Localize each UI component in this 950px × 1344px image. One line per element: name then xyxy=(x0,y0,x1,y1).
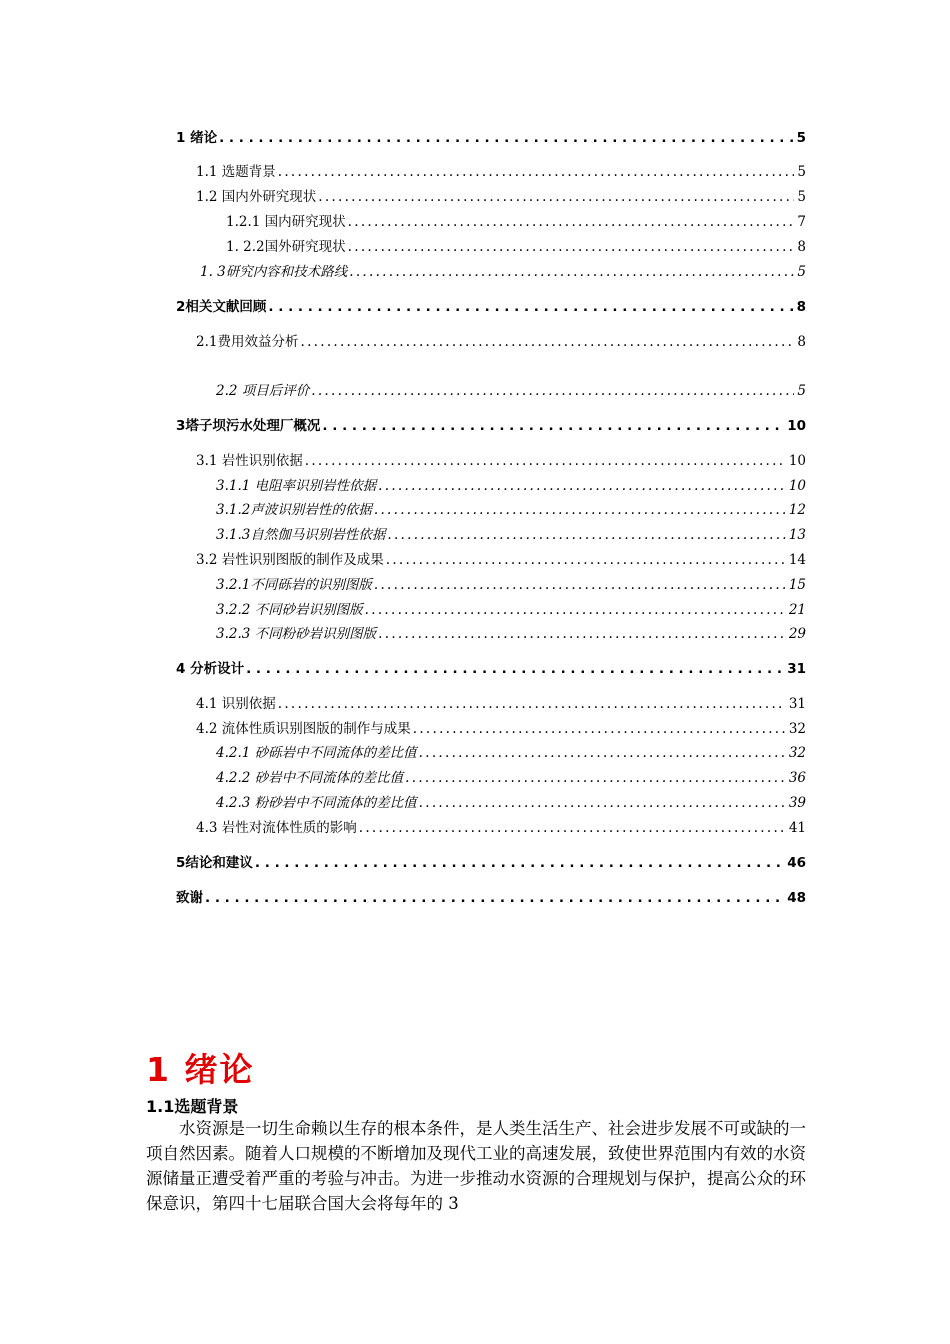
toc-entry-page: 10 xyxy=(788,478,806,494)
toc-leader xyxy=(255,855,784,871)
toc-entry[interactable] xyxy=(176,126,806,150)
toc-entry-title: 4.2.2 砂岩中不同流体的差比值 xyxy=(216,770,404,786)
toc-entry-title: 3.2.2 不同砂岩识别图版 xyxy=(216,602,363,618)
toc-entry-page: 8 xyxy=(797,334,806,350)
section-heading: 1.1选题背景 xyxy=(146,1097,239,1116)
toc-leader xyxy=(413,721,786,737)
toc-entry-title: 3.2.1不同砾岩的识别图版 xyxy=(216,577,372,593)
toc-entry-title: 1.2 国内外研究现状 xyxy=(196,189,317,205)
toc-leader xyxy=(374,502,786,518)
toc-entry-page: 31 xyxy=(788,696,806,712)
toc-entry[interactable] xyxy=(216,523,806,547)
toc-entry-page: 5 xyxy=(797,264,806,280)
toc-entry[interactable] xyxy=(196,185,806,209)
toc-entry-page: 5 xyxy=(797,164,806,180)
toc-entry-page: 29 xyxy=(788,626,806,642)
toc-entry[interactable] xyxy=(196,816,806,840)
toc-leader xyxy=(378,626,786,642)
toc-entry-page: 13 xyxy=(788,527,806,543)
toc-entry-page: 39 xyxy=(788,795,806,811)
toc-entry[interactable] xyxy=(196,548,806,572)
toc-entry-title: 1. 3研究内容和技术路线 xyxy=(200,264,348,280)
toc-leader xyxy=(349,264,794,280)
toc-entry[interactable] xyxy=(176,414,806,438)
toc-entry-title: 3.2.3 不同粉砂岩识别图版 xyxy=(216,626,377,642)
body-paragraph: 水资源是一切生命赖以生存的根本条件，是人类生活生产、社会进步发展不可或缺的一项自然因素。随着人口规模的不断增加及现代工业的高速发展，致使世界范围内有效的水资源储量正遭受着严重的考验与冲击。为进一步推动水资源的合理规划与保护，提高公众的环保意识，第四十七届联合国大会将每年的 3 xyxy=(146,1119,806,1213)
toc-entry-title: 4.3 岩性对流体性质的影响 xyxy=(196,820,357,836)
toc-entry-title: 5结论和建议 xyxy=(176,855,253,871)
toc-leader xyxy=(246,661,784,677)
toc-entry[interactable] xyxy=(216,498,806,522)
toc-entry-page: 5 xyxy=(797,189,806,205)
toc-entry-page: 41 xyxy=(788,820,806,836)
toc-entry-title: 3.1 岩性识别依据 xyxy=(196,453,303,469)
toc-entry-page: 48 xyxy=(787,890,806,906)
toc-leader xyxy=(322,418,784,434)
toc-entry-title: 2相关文献回顾 xyxy=(176,299,267,315)
toc-entry-page: 32 xyxy=(788,721,806,737)
toc-entry-page: 14 xyxy=(788,552,806,568)
toc-entry-page: 5 xyxy=(796,130,806,146)
toc-entry-title: 4.2.3 粉砂岩中不同流体的差比值 xyxy=(216,795,417,811)
toc-leader xyxy=(278,164,795,180)
toc-entry-title: 3.1.3自然伽马识别岩性依据 xyxy=(216,527,386,543)
toc-entry-page: 10 xyxy=(787,418,806,434)
toc-entry[interactable] xyxy=(176,295,806,319)
toc-leader xyxy=(419,745,786,761)
toc-entry-title: 1. 2.2国外研究现状 xyxy=(226,239,346,255)
toc-leader xyxy=(348,239,795,255)
toc-entry[interactable] xyxy=(216,379,806,403)
toc-entry[interactable] xyxy=(200,260,806,284)
toc-entry-title: 4.1 识别依据 xyxy=(196,696,276,712)
toc-entry[interactable] xyxy=(216,598,806,622)
toc-entry[interactable] xyxy=(196,330,806,354)
toc-leader xyxy=(268,299,793,315)
toc-entry[interactable] xyxy=(226,210,806,234)
toc-entry-title: 1.2.1 国内研究现状 xyxy=(226,214,346,230)
toc-entry-page: 12 xyxy=(788,502,806,518)
toc-entry[interactable] xyxy=(176,851,806,875)
toc-entry[interactable] xyxy=(226,235,806,259)
toc-entry-title: 1 绪论 xyxy=(176,130,218,146)
toc-leader xyxy=(311,383,794,399)
toc-leader xyxy=(365,602,786,618)
toc-leader xyxy=(318,189,794,205)
toc-entry-title: 4.2 流体性质识别图版的制作与成果 xyxy=(196,721,411,737)
toc-entry-title: 4.2.1 砂砾岩中不同流体的差比值 xyxy=(216,745,417,761)
toc-leader xyxy=(378,478,786,494)
toc-entry-page: 32 xyxy=(788,745,806,761)
chapter-heading: 1 绪论 xyxy=(146,1050,255,1089)
toc-entry-title: 3.2 岩性识别图版的制作及成果 xyxy=(196,552,384,568)
toc-entry-page: 31 xyxy=(787,661,806,677)
toc-entry[interactable] xyxy=(216,622,806,646)
toc-entry[interactable] xyxy=(216,474,806,498)
toc-entry[interactable] xyxy=(216,741,806,765)
toc-leader xyxy=(348,214,795,230)
toc-entry-title: 1.1 选题背景 xyxy=(196,164,276,180)
toc-entry-title: 3.1.1 电阻率识别岩性依据 xyxy=(216,478,377,494)
toc-entry[interactable] xyxy=(196,717,806,741)
toc-entry-page: 46 xyxy=(787,855,806,871)
toc-entry-title: 致谢 xyxy=(176,890,203,906)
toc-leader xyxy=(305,453,786,469)
toc-entry-title: 2.2 项目后评价 xyxy=(216,383,310,399)
toc-entry-page: 7 xyxy=(797,214,806,230)
toc-entry[interactable] xyxy=(176,886,806,910)
toc-leader xyxy=(386,552,786,568)
toc-entry-page: 36 xyxy=(788,770,806,786)
toc-leader xyxy=(278,696,786,712)
toc-entry[interactable] xyxy=(216,766,806,790)
toc-leader xyxy=(387,527,785,543)
toc-entry-page: 8 xyxy=(796,299,806,315)
toc-leader xyxy=(419,795,786,811)
toc-leader xyxy=(359,820,786,836)
toc-entry[interactable] xyxy=(196,692,806,716)
toc-entry[interactable] xyxy=(196,449,806,473)
toc-entry-title: 3塔子坝污水处理厂概况 xyxy=(176,418,321,434)
toc-entry[interactable] xyxy=(176,657,806,681)
toc-entry-page: 10 xyxy=(788,453,806,469)
toc-entry[interactable] xyxy=(216,791,806,815)
toc-entry-page: 5 xyxy=(797,383,806,399)
toc-leader xyxy=(205,890,784,906)
toc-entry-page: 15 xyxy=(788,577,806,593)
toc-leader xyxy=(405,770,786,786)
toc-leader xyxy=(219,130,794,146)
toc-entry[interactable] xyxy=(196,160,806,184)
toc-entry-page: 21 xyxy=(788,602,806,618)
toc-entry-title: 3.1.2声波识别岩性的依据 xyxy=(216,502,372,518)
toc-leader xyxy=(300,334,794,350)
toc-entry[interactable] xyxy=(216,573,806,597)
toc-entry-title: 4 分析设计 xyxy=(176,661,245,677)
toc-leader xyxy=(374,577,786,593)
toc-entry-title: 2.1费用效益分析 xyxy=(196,334,299,350)
toc-entry-page: 8 xyxy=(797,239,806,255)
